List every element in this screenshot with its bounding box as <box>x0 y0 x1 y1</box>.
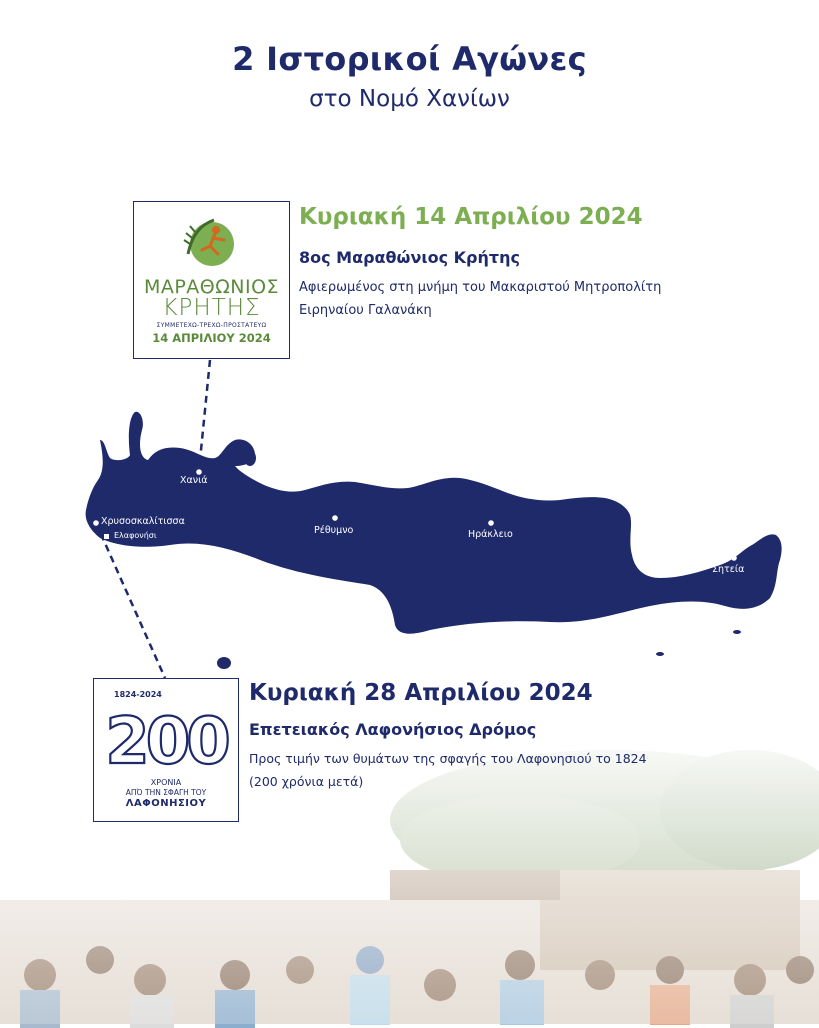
logo1-tagline: ΣΥΜΜΕΤΕΧΩ-ΤΡΕΧΩ-ΠΡΟΣΤΑΤΕΥΩ <box>156 322 267 329</box>
runner-laurel-icon <box>180 214 242 274</box>
elafonisi-marker <box>104 534 109 539</box>
label-chrysoskalitissa: Χρυσοσκαλίτισσα <box>101 516 185 527</box>
gavdos-islet <box>217 657 231 669</box>
event2-name: Επετειακός Λαφονήσιος Δρόμος <box>249 720 537 739</box>
event2-description-line1: Προς τιμήν των θυμάτων της σφαγής του Λαφονησιού το 1824 <box>249 751 647 766</box>
event2-description <box>249 747 729 793</box>
event2-description-line2: (200 χρόνια μετά) <box>249 774 364 789</box>
logo2-years: 1824-2024 <box>114 690 162 699</box>
logo2-big-number: 200 <box>105 705 227 779</box>
label-heraklion: Ηράκλειο <box>468 529 513 540</box>
chrysoskalitissa-dot <box>93 520 99 526</box>
event1-description-line2: Ειρηναίου Γαλανάκη <box>299 303 432 318</box>
event2-date: Κυριακή 28 Απριλίου 2024 <box>249 680 593 706</box>
crete-island-shape <box>86 412 782 634</box>
page-subtitle: στο Νομό Χανίων <box>309 86 510 112</box>
label-rethymno: Ρέθυμνο <box>314 525 354 536</box>
event1-name: 8ος Μαραθώνιος Κρήτης <box>299 248 520 267</box>
lafonisi-200-logo <box>93 678 239 822</box>
page-title: 2 Ιστορικοί Αγώνες <box>232 40 587 78</box>
rethymno-dot <box>332 515 338 521</box>
event1-description <box>299 276 739 322</box>
logo2-line2: ΑΠΌ ΤΗΝ ΣΦΑΓΗ ΤΟΥ <box>125 788 207 797</box>
logo2-line3: ΛΑΦΟΝΗΣΙΟΥ <box>125 798 207 809</box>
logo1-line1: ΜΑΡΑΘΩΝΙΟΣ <box>143 276 280 298</box>
crete-marathon-logo <box>133 201 290 359</box>
logo1-line2: ΚΡΗΤΗΣ <box>162 295 261 321</box>
connector-line-1 <box>199 360 210 470</box>
label-elafonisi: Ελαφονήσι <box>114 531 157 540</box>
logo2-line1: ΧΡΟΝΙΑ <box>150 778 182 787</box>
siteia-dot <box>731 555 737 561</box>
logo2-200-graphic <box>105 701 227 779</box>
heraklion-dot <box>488 520 494 526</box>
logo1-date: 14 ΑΠΡΙΛΙΟΥ 2024 <box>152 331 271 345</box>
event1-description-line1: Αφιερωμένος στη μνήμη του Μακαριστού Μητροπολίτη <box>299 280 662 295</box>
event1-date: Κυριακή 14 Απριλίου 2024 <box>299 204 643 230</box>
chania-dot <box>196 469 202 475</box>
label-chania: Χανιά <box>180 475 208 486</box>
label-siteia: Σητεία <box>712 564 745 575</box>
